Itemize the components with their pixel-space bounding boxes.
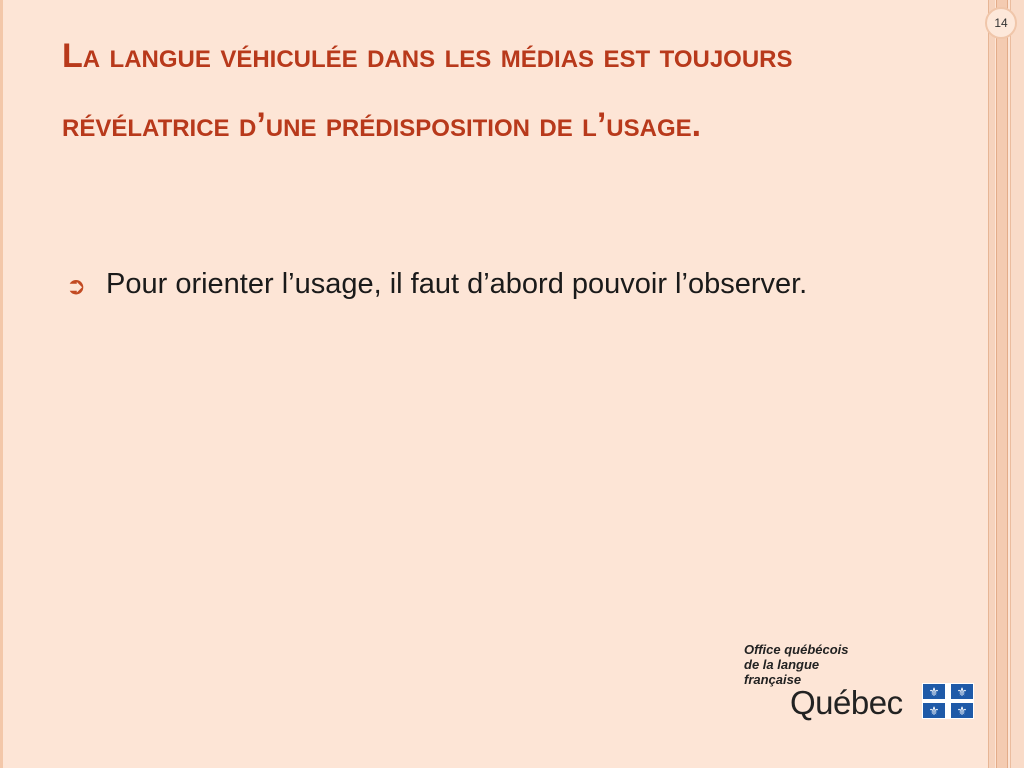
- svg-text:⚜: ⚜: [928, 704, 940, 718]
- svg-text:⚜: ⚜: [956, 704, 968, 718]
- logo-line: française: [744, 672, 802, 687]
- slide-title: La langue véhiculée dans les médias est toujours révélatrice d’une prédisposition de l’usage.: [62, 37, 793, 144]
- bullet-item: [66, 262, 886, 307]
- logo-org-name: [744, 642, 984, 687]
- bullet-text: Pour orienter l’usage, il faut d’abord pouvoir l’observer.: [106, 268, 808, 300]
- svg-text:⚜: ⚜: [956, 685, 968, 699]
- svg-text:⚜: ⚜: [928, 685, 940, 699]
- decorative-rail: [996, 0, 1008, 768]
- oqlf-logo: [744, 642, 984, 732]
- decorative-rail: [988, 0, 995, 768]
- logo-line: Office québécois: [744, 642, 849, 657]
- logo-wordmark: Québec: [790, 684, 903, 721]
- page-number-badge: 14: [985, 7, 1017, 39]
- decorative-rail: [1010, 0, 1024, 768]
- arrow-circle-icon: ➲: [66, 273, 87, 300]
- slide-left-border: [0, 0, 3, 768]
- quebec-flag-icon: [922, 683, 974, 719]
- bullet-list: [66, 262, 886, 307]
- logo-line: de la langue: [744, 657, 820, 672]
